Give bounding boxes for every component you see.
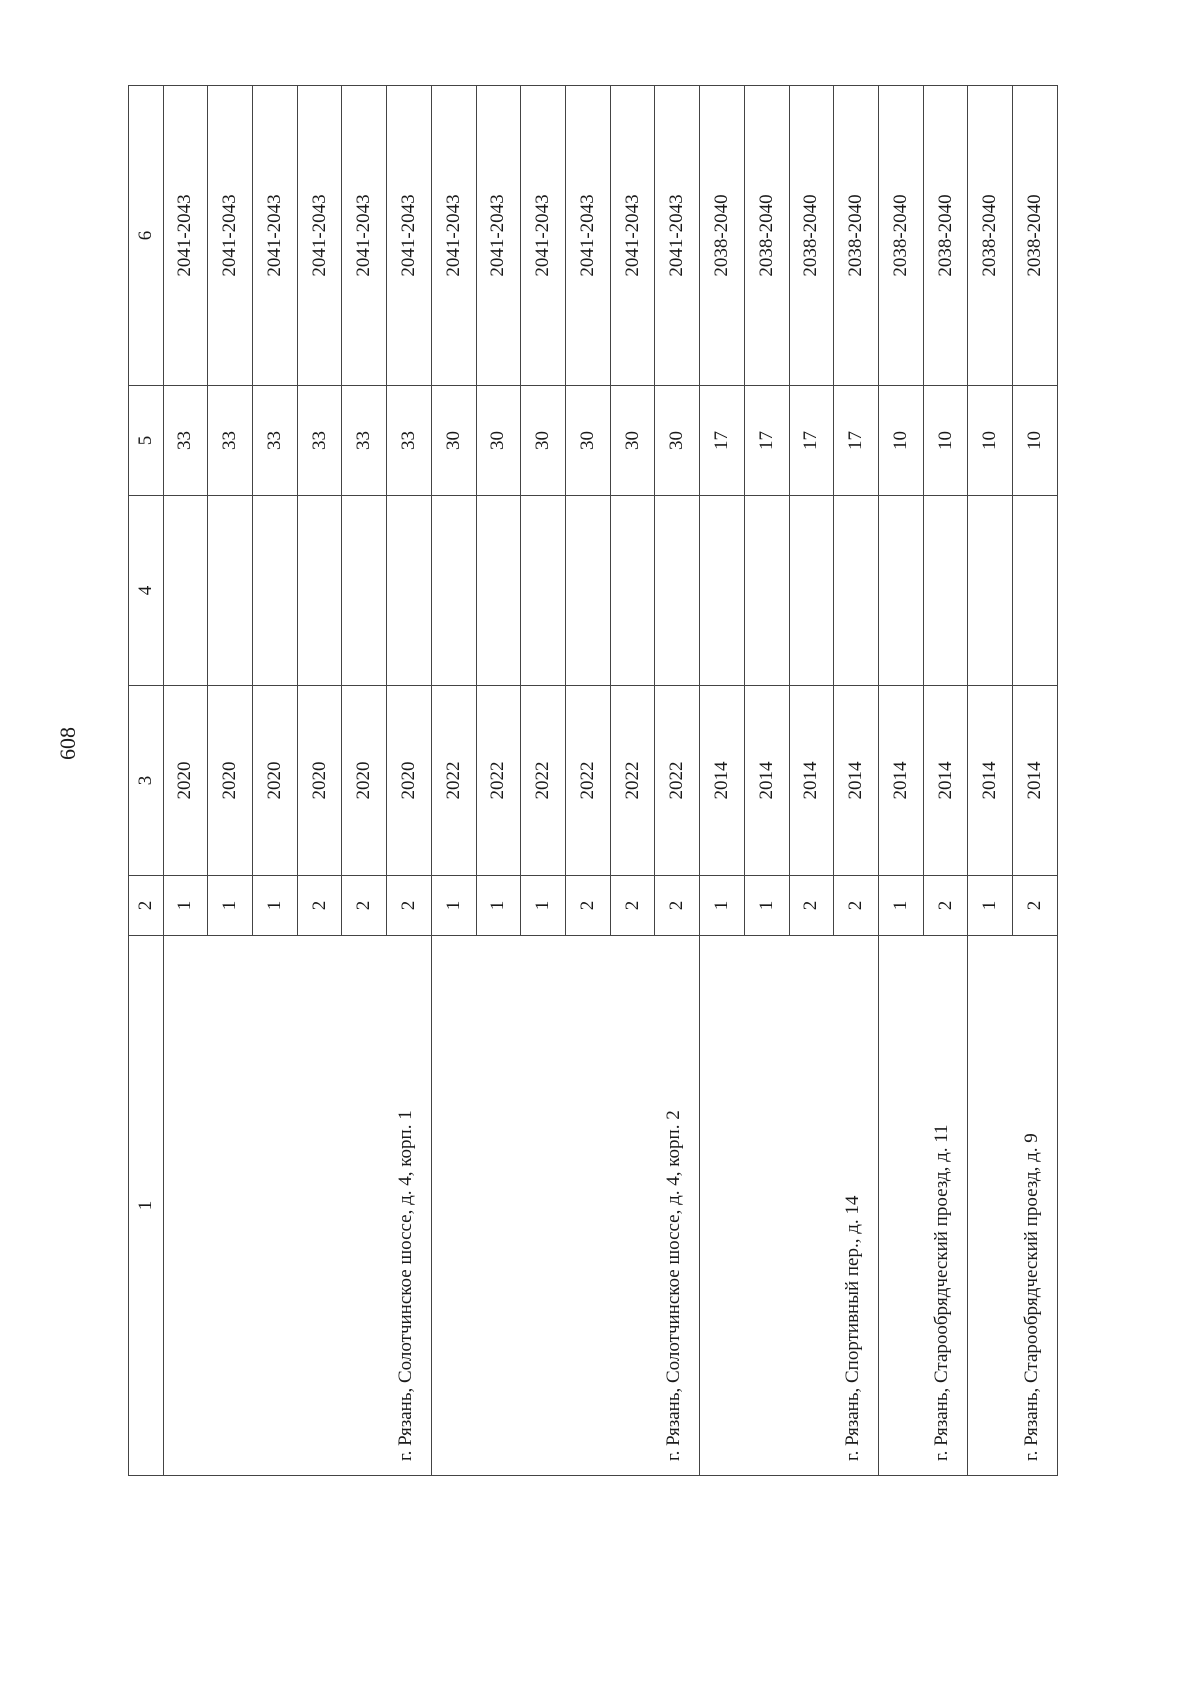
- cell-c3: 2020: [387, 686, 432, 876]
- table-body: [129, 86, 1058, 1476]
- cell-c4: [163, 496, 208, 686]
- cell-c3: 2022: [431, 686, 476, 876]
- cell-c2: 2: [1013, 876, 1058, 936]
- header-cell-6: 6: [129, 86, 164, 386]
- cell-c5: 10: [923, 386, 968, 496]
- header-cell-3: 3: [129, 686, 164, 876]
- cell-c6: 2038-2040: [968, 86, 1013, 386]
- cell-c2: 2: [655, 876, 700, 936]
- cell-c4: [342, 496, 387, 686]
- cell-c4: [834, 496, 879, 686]
- cell-c4: [521, 496, 566, 686]
- cell-c5: 17: [700, 386, 745, 496]
- cell-c6: 2041-2043: [163, 86, 208, 386]
- cell-c6: 2041-2043: [521, 86, 566, 386]
- cell-c5: 30: [431, 386, 476, 496]
- cell-c3: 2014: [1013, 686, 1058, 876]
- cell-c6: 2038-2040: [700, 86, 745, 386]
- page-number: 608: [55, 727, 80, 760]
- cell-c4: [700, 496, 745, 686]
- cell-c3: 2020: [163, 686, 208, 876]
- cell-c2: 2: [387, 876, 432, 936]
- cell-c4: [610, 496, 655, 686]
- cell-c3: 2020: [297, 686, 342, 876]
- table-row: [163, 86, 208, 1476]
- cell-c2: 1: [163, 876, 208, 936]
- cell-c6: 2038-2040: [744, 86, 789, 386]
- address-cell: г. Рязань, Старообрядческий проезд, д. 9: [968, 936, 1058, 1476]
- cell-c3: 2014: [834, 686, 879, 876]
- cell-c6: 2041-2043: [297, 86, 342, 386]
- cell-c6: 2041-2043: [476, 86, 521, 386]
- cell-c5: 30: [610, 386, 655, 496]
- cell-c4: [297, 496, 342, 686]
- cell-c3: 2020: [208, 686, 253, 876]
- cell-c3: 2014: [968, 686, 1013, 876]
- cell-c3: 2020: [252, 686, 297, 876]
- cell-c4: [387, 496, 432, 686]
- cell-c2: 1: [700, 876, 745, 936]
- cell-c4: [879, 496, 924, 686]
- header-row: [129, 86, 164, 1476]
- cell-c5: 33: [342, 386, 387, 496]
- address-cell: г. Рязань, Солотчинское шоссе, д. 4, корп. 1: [163, 936, 431, 1476]
- cell-c2: 2: [297, 876, 342, 936]
- cell-c4: [476, 496, 521, 686]
- cell-c3: 2022: [566, 686, 611, 876]
- cell-c3: 2022: [476, 686, 521, 876]
- cell-c6: 2041-2043: [655, 86, 700, 386]
- cell-c6: 2041-2043: [431, 86, 476, 386]
- cell-c6: 2041-2043: [342, 86, 387, 386]
- cell-c5: 33: [297, 386, 342, 496]
- cell-c4: [208, 496, 253, 686]
- cell-c2: 1: [252, 876, 297, 936]
- cell-c4: [566, 496, 611, 686]
- cell-c5: 30: [566, 386, 611, 496]
- cell-c2: 1: [879, 876, 924, 936]
- cell-c2: 1: [968, 876, 1013, 936]
- cell-c4: [968, 496, 1013, 686]
- cell-c4: [744, 496, 789, 686]
- cell-c6: 2038-2040: [879, 86, 924, 386]
- cell-c5: 17: [744, 386, 789, 496]
- cell-c2: 2: [834, 876, 879, 936]
- cell-c3: 2014: [744, 686, 789, 876]
- cell-c6: 2038-2040: [789, 86, 834, 386]
- cell-c5: 33: [163, 386, 208, 496]
- cell-c2: 2: [789, 876, 834, 936]
- cell-c4: [252, 496, 297, 686]
- cell-c5: 30: [655, 386, 700, 496]
- cell-c3: 2020: [342, 686, 387, 876]
- rotated-table-wrapper: [128, 86, 1058, 1476]
- cell-c6: 2038-2040: [923, 86, 968, 386]
- cell-c2: 2: [610, 876, 655, 936]
- cell-c5: 10: [879, 386, 924, 496]
- cell-c3: 2014: [789, 686, 834, 876]
- cell-c5: 33: [252, 386, 297, 496]
- address-cell: г. Рязань, Солотчинское шоссе, д. 4, корп. 2: [431, 936, 699, 1476]
- schedule-table: [128, 85, 1058, 1476]
- cell-c2: 1: [208, 876, 253, 936]
- cell-c2: 1: [744, 876, 789, 936]
- cell-c4: [789, 496, 834, 686]
- cell-c5: 30: [476, 386, 521, 496]
- cell-c3: 2022: [521, 686, 566, 876]
- cell-c5: 33: [208, 386, 253, 496]
- cell-c3: 2022: [655, 686, 700, 876]
- cell-c3: 2014: [923, 686, 968, 876]
- cell-c4: [431, 496, 476, 686]
- cell-c5: 30: [521, 386, 566, 496]
- table-row: [879, 86, 924, 1476]
- cell-c4: [1013, 496, 1058, 686]
- cell-c2: 1: [431, 876, 476, 936]
- header-cell-4: 4: [129, 496, 164, 686]
- cell-c3: 2014: [700, 686, 745, 876]
- cell-c6: 2041-2043: [208, 86, 253, 386]
- cell-c5: 33: [387, 386, 432, 496]
- header-cell-2: 2: [129, 876, 164, 936]
- address-cell: г. Рязань, Спортивный пер., д. 14: [700, 936, 879, 1476]
- cell-c5: 17: [789, 386, 834, 496]
- cell-c4: [655, 496, 700, 686]
- cell-c5: 10: [968, 386, 1013, 496]
- cell-c2: 2: [923, 876, 968, 936]
- cell-c2: 1: [521, 876, 566, 936]
- cell-c4: [923, 496, 968, 686]
- cell-c6: 2041-2043: [252, 86, 297, 386]
- cell-c3: 2022: [610, 686, 655, 876]
- cell-c5: 17: [834, 386, 879, 496]
- table-row: [431, 86, 476, 1476]
- address-cell: г. Рязань, Старообрядческий проезд, д. 11: [879, 936, 968, 1476]
- header-cell-5: 5: [129, 386, 164, 496]
- cell-c2: 2: [566, 876, 611, 936]
- cell-c2: 1: [476, 876, 521, 936]
- cell-c6: 2041-2043: [610, 86, 655, 386]
- cell-c2: 2: [342, 876, 387, 936]
- cell-c3: 2014: [879, 686, 924, 876]
- table-row: [700, 86, 745, 1476]
- cell-c6: 2038-2040: [1013, 86, 1058, 386]
- cell-c6: 2038-2040: [834, 86, 879, 386]
- header-cell-1: 1: [129, 936, 164, 1476]
- table-row: [968, 86, 1013, 1476]
- cell-c6: 2041-2043: [566, 86, 611, 386]
- cell-c5: 10: [1013, 386, 1058, 496]
- cell-c6: 2041-2043: [387, 86, 432, 386]
